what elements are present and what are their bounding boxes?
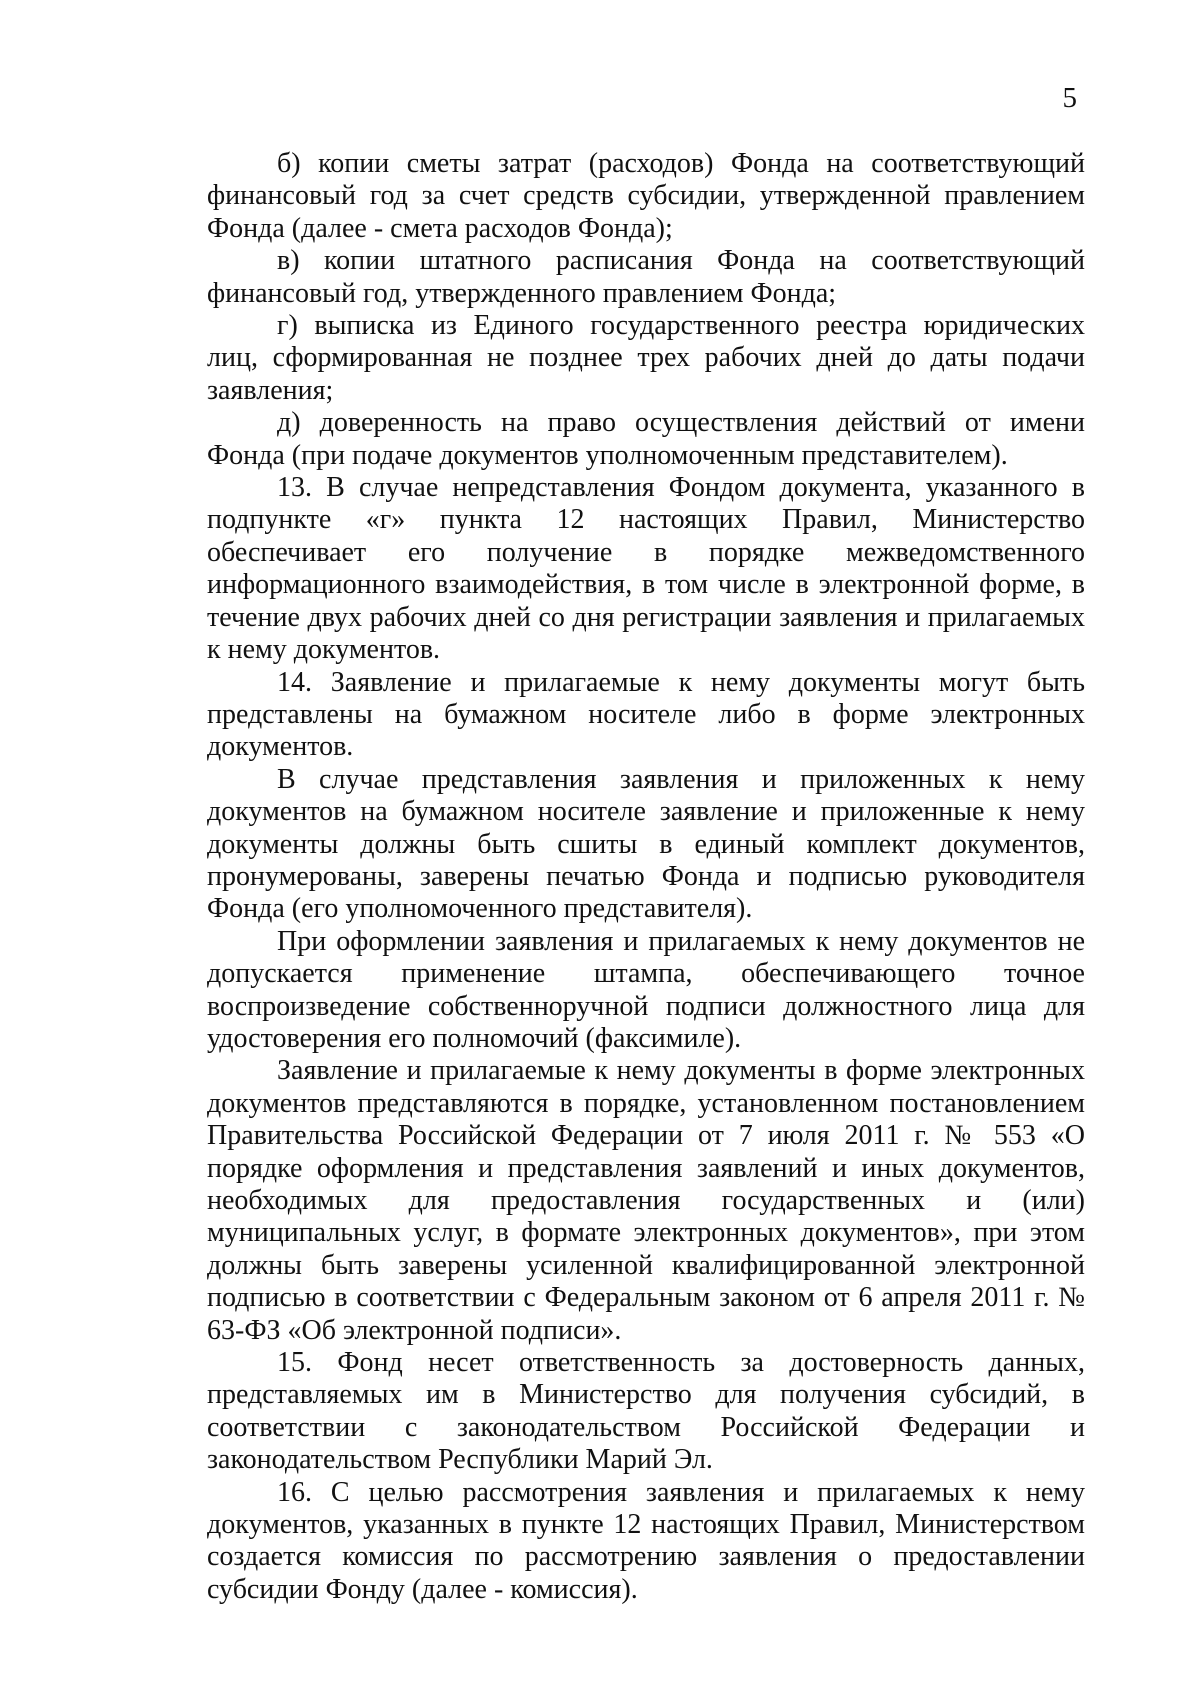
paragraph-paper-submission: В случае представления заявления и приложенных к нему документов на бумажном носителе заявление и приложенные к нему документы должны быть сшиты в единый комплект документов, пронумерованы, заверены печатью Фонда и подписью руководителя Фонда (его уполномоченного представителя). [207,763,1085,925]
paragraph-item-g: г) выписка из Единого государственного реестра юридических лиц, сформированная не позднее трех рабочих дней до даты подачи заявления; [207,310,1085,406]
document-body [207,148,1085,1606]
paragraph-item-d: д) доверенность на право осуществления действий от имени Фонда (при подаче документов уполномоченным представителем). [207,407,1085,471]
paragraph-item-v: в) копии штатного расписания Фонда на соответствующий финансовый год, утвержденного правлением Фонда; [207,245,1085,309]
paragraph-clause-14: 14. Заявление и прилагаемые к нему документы могут быть представлены на бумажном носителе либо в форме электронных документов. [207,666,1085,763]
paragraph-electronic-submission: Заявление и прилагаемые к нему документы в форме электронных документов представляются в порядке, установленном постановлением Правительства Российской Федерации от 7 июля 2011 г. № 553 «О порядке оформления и представления заявлений и иных документов, необходимых для предоставления государственных и (или) муниципальных услуг, в формате электронных документов», при этом должны быть заверены усиленной квалифицированной электронной подписью в соответствии с Федеральным законом от 6 апреля 2011 г. № 63-ФЗ «Об электронной подписи». [207,1055,1085,1346]
paragraph-item-b: б) копии сметы затрат (расходов) Фонда на соответствующий финансовый год за счет средств субсидии, утвержденной правлением Фонда (далее - смета расходов Фонда); [207,148,1085,244]
paragraph-clause-15: 15. Фонд несет ответственность за достоверность данных, представляемых им в Министерство для получения субсидий, в соответствии с законодательством Российской Федерации и законодательством Республики Марий Эл. [207,1347,1085,1476]
page-number: 5 [1062,82,1077,114]
paragraph-clause-13: 13. В случае непредставления Фондом документа, указанного в подпункте «г» пункта 12 настоящих Правил, Министерство обеспечивает его получение в порядке межведомственного информационного взаимодействия, в том числе в электронной форме, в течение двух рабочих дней со дня регистрации заявления и прилагаемых к нему документов. [207,472,1085,666]
paragraph-facsimile: При оформлении заявления и прилагаемых к нему документов не допускается применение штампа, обеспечивающего точное воспроизведение собственноручной подписи должностного лица для удостоверения его полномочий (факсимиле). [207,925,1085,1054]
paragraph-clause-16: 16. С целью рассмотрения заявления и прилагаемых к нему документов, указанных в пункте 12 настоящих Правил, Министерством создается комиссия по рассмотрению заявления о предоставлении субсидии Фонду (далее - комиссия). [207,1476,1085,1605]
